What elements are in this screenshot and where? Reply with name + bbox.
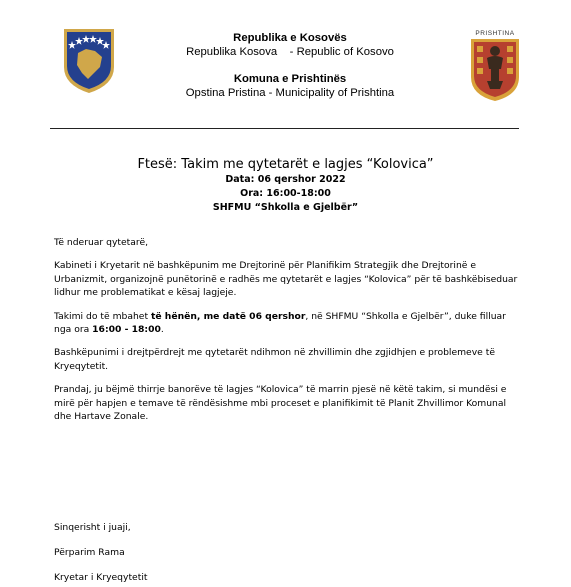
kosovo-coat-of-arms-icon (62, 27, 116, 95)
prishtina-emblem-label: PRISHTINA (475, 30, 515, 37)
paragraph-2-text-b: , në SHFMU “Shkolla e Gjelbër”, duke filluar nga ora (54, 310, 506, 336)
header-republic-sr-en: Republika Kosova - Republic of Kosovo (186, 46, 394, 58)
header-text (120, 31, 460, 100)
paragraph-2-text-a: Takimi do të mbahet (54, 310, 151, 322)
closing-salutation: Sinqerisht i juaji, (54, 522, 131, 533)
meeting-date: Data: 06 qershor 2022 (225, 174, 346, 185)
paragraph-2-time: 16:00 - 18:00 (92, 324, 161, 336)
document-title: Ftesë: Takim me qytetarët e lagjes “Kolovica” (137, 157, 434, 172)
header-municipality-sr-en: Opstina Pristina - Municipality of Prishtina (185, 87, 395, 99)
meeting-time: Ora: 16:00-18:00 (240, 188, 331, 199)
header-divider (50, 128, 519, 129)
greeting: Të nderuar qytetarë, (54, 237, 149, 248)
header-municipality-sq: Komuna e Prishtinës (233, 73, 347, 85)
letter-body (54, 236, 524, 423)
paragraph-2 (54, 310, 524, 337)
signatory-title: Kryetar i Kryeqytetit (54, 572, 148, 583)
header-republic-sq: Republika e Kosovës (233, 32, 347, 44)
letter-closing (54, 521, 454, 584)
paragraph-2-date: të hënën, me datë 06 qershor (150, 310, 306, 322)
paragraph-4: Prandaj, ju bëjmë thirrje banorëve të lagjes “Kolovica” të marrin pjesë në këtë takim, si mundësi e mirë për hapjen e temave të rëndësishme mbi proceset e planifikimit të Planit Zhvillimor Komunal dhe Hartave Zonale. (54, 384, 507, 423)
paragraph-2-end: . (160, 324, 164, 336)
paragraph-1: Kabineti i Kryetarit në bashkëpunim me Drejtorinë për Planifikim Strategjik dhe Drejtorinë e Urbanizmit, organizojnë punëtorinë e radhës me qytetarët e lagjes “Kolovica” për të bashkëbiseduar lidhur me problematikat e kësaj lagjeje. (54, 260, 518, 299)
meeting-venue: SHFMU “Shkolla e Gjelbër” (212, 202, 359, 213)
prishtina-emblem-icon (467, 27, 523, 103)
title-block (0, 156, 571, 215)
paragraph-3: Bashkëpunimi i drejtpërdrejt me qytetarët ndihmon në zhvillimin dhe zgjidhjen e problemeve të Kryeqytetit. (54, 347, 495, 372)
signatory-name: Përparim Rama (54, 547, 125, 558)
